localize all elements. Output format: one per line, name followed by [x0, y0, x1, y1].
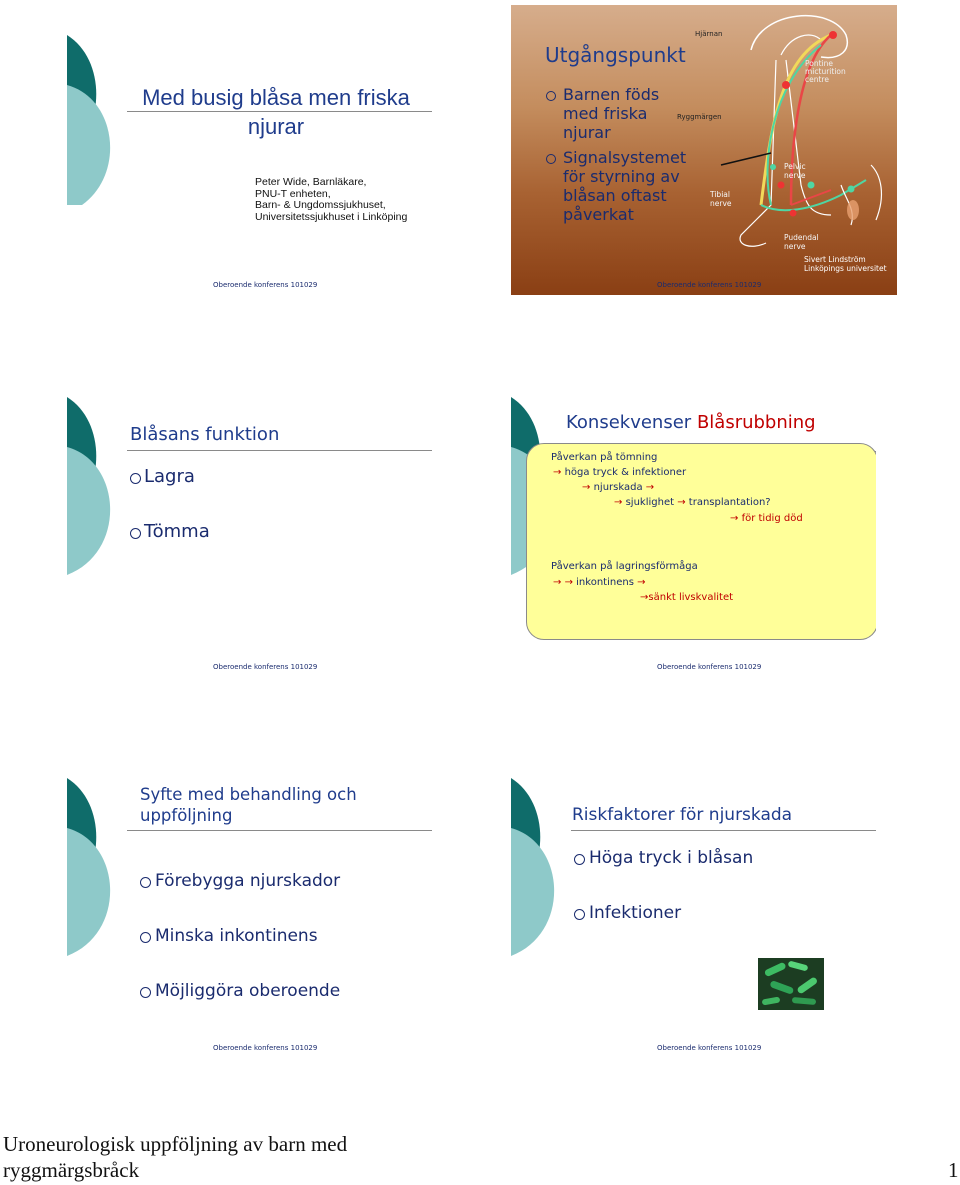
author-line: PNU-T enheten, [255, 187, 331, 200]
bullet-item: Barnen föds med friska njurar [546, 85, 726, 142]
slide-5 [67, 768, 432, 1058]
author-info [255, 177, 407, 223]
consequences-callout [526, 443, 876, 640]
slide-title: Konsekvenser Blåsrubbning [566, 412, 816, 433]
bullet-icon [140, 987, 151, 998]
nerve-diagram [681, 5, 897, 295]
slide-4 [511, 387, 876, 677]
bullet-list [574, 848, 753, 923]
bullet-list [130, 467, 210, 542]
slide-title: Riskfaktorer för njurskada [572, 805, 793, 825]
slide-footer: Oberoende konferens 101029 [213, 281, 318, 289]
page-number: 1 [948, 1158, 959, 1182]
callout-line: Påverkan på tömning [551, 452, 658, 463]
bullet-item: Infektioner [574, 903, 753, 923]
bacteria-image [758, 958, 824, 1010]
bullet-item: Lagra [130, 467, 210, 487]
callout-line: →sänkt livskvalitet [640, 592, 734, 603]
callout-line: → → inkontinens → [553, 577, 646, 588]
title-rule [127, 450, 432, 451]
slide-footer: Oberoende konferens 101029 [657, 663, 762, 671]
label-brain: Hjärnan [695, 30, 723, 38]
author-line: Peter Wide, Barnläkare, [255, 176, 367, 188]
bullet-item: Höga tryck i blåsan [574, 848, 753, 868]
slide-title: Utgångspunkt [545, 43, 686, 67]
bullet-icon [130, 473, 141, 484]
slide-footer: Oberoende konferens 101029 [657, 281, 762, 289]
label-pontine: Pontine micturition centre [805, 59, 846, 84]
slide-title: Syfte med behandling och uppföljning [140, 785, 357, 825]
callout-line: → njurskada → [582, 482, 655, 493]
slide-title: Med busig blåsa men friska njurar [142, 85, 410, 139]
bullet-item: Förebygga njurskador [140, 871, 340, 891]
slide-footer: Oberoende konferens 101029 [213, 663, 318, 671]
author-line: Universitetssjukhuset i Linköping [255, 210, 408, 223]
slide-footer: Oberoende konferens 101029 [657, 1044, 762, 1052]
bacteria-illustration [758, 958, 824, 1010]
title-rule [127, 830, 432, 831]
label-pudendal: Pudendal nerve [784, 233, 819, 251]
bullet-icon [546, 154, 556, 164]
callout-line: → sjuklighet → transplantation? [614, 497, 771, 508]
slide-3 [67, 387, 432, 677]
author-line: Barn- & Ungdomssjukhuset, [255, 199, 386, 211]
bullet-item: Tömma [130, 522, 210, 542]
title-rule [127, 111, 432, 112]
bullet-icon [140, 877, 151, 888]
slide-footer: Oberoende konferens 101029 [213, 1044, 318, 1052]
title-rule [571, 830, 876, 831]
callout-line: Påverkan på lagringsförmåga [551, 561, 698, 572]
bullet-icon [130, 528, 141, 539]
label-pelvic: Pelvic nerve [784, 162, 806, 180]
slide-6 [511, 768, 876, 1058]
bullet-icon [574, 909, 585, 920]
callout-line: → höga tryck & infektioner [553, 467, 687, 478]
label-tibial: Tibial nerve [710, 190, 732, 208]
bullet-item: Möjliggöra oberoende [140, 981, 340, 1001]
bullet-icon [140, 932, 151, 943]
label-spinal-cord: Ryggmärgen [677, 113, 722, 121]
bullet-item: Signalsystemet för styrning av blåsan oftast påverkat [546, 148, 726, 224]
slide-1 [67, 5, 432, 295]
bullet-item: Minska inkontinens [140, 926, 340, 946]
bullet-icon [574, 854, 585, 865]
bullet-list [140, 871, 340, 1001]
callout-line: → för tidig död [730, 513, 803, 524]
document-footer-title: Uroneurologisk uppföljning av barn med ryggmärgsbråck [3, 1132, 348, 1182]
slide-2 [511, 5, 897, 295]
slide-title: Blåsans funktion [130, 424, 280, 445]
image-credit: Sivert Lindström Linköpings universitet [804, 255, 887, 273]
bullet-icon [546, 91, 556, 101]
